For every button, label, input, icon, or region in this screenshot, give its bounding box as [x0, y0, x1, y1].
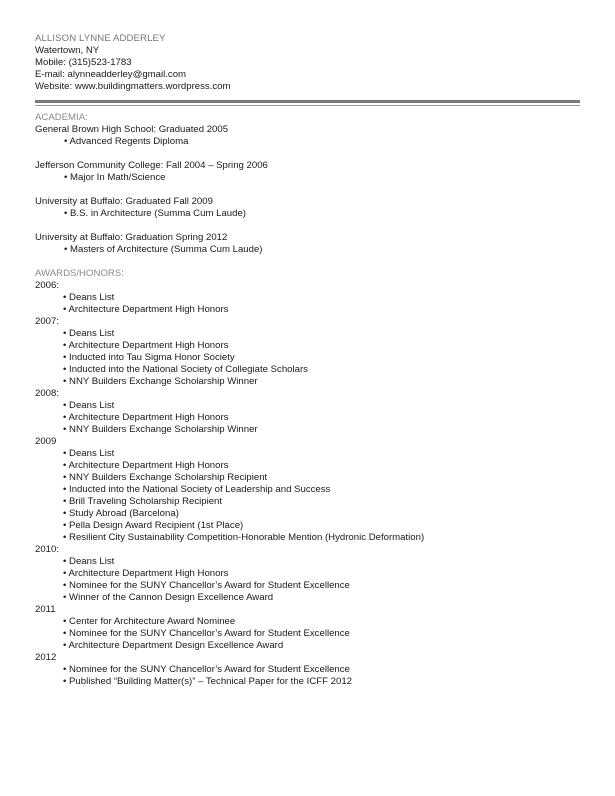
award-year-group — [35, 316, 580, 388]
award-item: • Brill Traveling Scholarship Recipient — [63, 496, 223, 507]
award-year: 2009 — [35, 436, 57, 447]
mobile-phone: Mobile: (315)523-1783 — [35, 57, 132, 68]
award-item: • Inducted into the National Society of Collegiate Scholars — [63, 364, 308, 375]
award-item: • Architecture Department High Honors — [63, 340, 229, 351]
award-item: • Architecture Department High Honors — [63, 568, 229, 579]
award-year-group — [35, 544, 580, 604]
award-item: • Architecture Department High Honors — [63, 460, 229, 471]
school: University at Buffalo: Graduation Spring 2012 — [35, 232, 228, 243]
awards-list — [35, 280, 580, 688]
location: Watertown, NY — [35, 45, 100, 56]
award-item: • Inducted into the National Society of Leadership and Success — [63, 484, 331, 495]
award-year-group — [35, 652, 580, 688]
award-item: • Inducted into Tau Sigma Honor Society — [63, 352, 235, 363]
award-item: • Architecture Department Design Excellence Award — [63, 640, 284, 651]
school-detail: • Masters of Architecture (Summa Cum Laude) — [64, 244, 263, 255]
award-item: • Architecture Department High Honors — [63, 412, 229, 423]
award-item: • Resilient City Sustainability Competition-Honorable Mention (Hydronic Deformation) — [63, 532, 425, 543]
resume-page — [35, 33, 580, 688]
school-detail: • B.S. in Architecture (Summa Cum Laude) — [64, 208, 246, 219]
award-year-group — [35, 436, 580, 544]
award-year: 2012 — [35, 652, 57, 663]
award-year: 2006: — [35, 280, 60, 291]
school: General Brown High School: Graduated 2005 — [35, 124, 229, 135]
award-item: • Study Abroad (Barcelona) — [63, 508, 179, 519]
award-item: • NNY Builders Exchange Scholarship Recipient — [63, 472, 268, 483]
award-item: • NNY Builders Exchange Scholarship Winner — [63, 424, 258, 435]
award-item: • Architecture Department High Honors — [63, 304, 229, 315]
awards-heading: AWARDS/HONORS: — [35, 268, 124, 279]
academia-entry — [35, 160, 580, 184]
academia-entry — [35, 124, 580, 148]
award-item: • Center for Architecture Award Nominee — [63, 616, 236, 627]
award-item: • Deans List — [63, 292, 115, 303]
award-item: • Deans List — [63, 448, 115, 459]
award-year-group — [35, 604, 580, 652]
award-item: • Published “Building Matter(s)” – Technical Paper for the ICFF 2012 — [63, 676, 352, 687]
award-item: • Winner of the Cannon Design Excellence Award — [63, 592, 274, 603]
school: University at Buffalo: Graduated Fall 2009 — [35, 196, 213, 207]
award-item: • NNY Builders Exchange Scholarship Winner — [63, 376, 258, 387]
header-divider-thin — [35, 105, 580, 106]
academia-list — [35, 124, 580, 256]
website: Website: www.buildingmatters.wordpress.com — [35, 81, 231, 92]
academia-entry — [35, 196, 580, 220]
award-item: • Deans List — [63, 400, 115, 411]
award-year-group — [35, 280, 580, 316]
header-divider-thick — [35, 100, 580, 103]
award-year: 2011 — [35, 604, 56, 615]
award-item: • Nominee for the SUNY Chancellor’s Award for Student Excellence — [63, 628, 350, 639]
school-detail: • Major In Math/Science — [64, 172, 166, 183]
award-item: • Nominee for the SUNY Chancellor’s Award for Student Excellence — [63, 664, 350, 675]
award-item: • Deans List — [63, 556, 115, 567]
academia-entry — [35, 232, 580, 256]
school: Jefferson Community College: Fall 2004 – Spring 2006 — [35, 160, 268, 171]
award-item: • Pella Design Award Recipient (1st Place) — [63, 520, 244, 531]
award-year: 2007: — [35, 316, 60, 327]
header — [35, 33, 580, 93]
award-year: 2010: — [35, 544, 60, 555]
award-item: • Deans List — [63, 328, 115, 339]
email: E-mail: alynneadderley@gmail.com — [35, 69, 187, 80]
school-detail: • Advanced Regents Diploma — [64, 136, 189, 147]
award-year-group — [35, 388, 580, 436]
academia-heading: ACADEMIA: — [35, 112, 88, 123]
award-year: 2008: — [35, 388, 60, 399]
applicant-name: ALLISON LYNNE ADDERLEY — [35, 33, 166, 44]
award-item: • Nominee for the SUNY Chancellor’s Award for Student Excellence — [63, 580, 350, 591]
